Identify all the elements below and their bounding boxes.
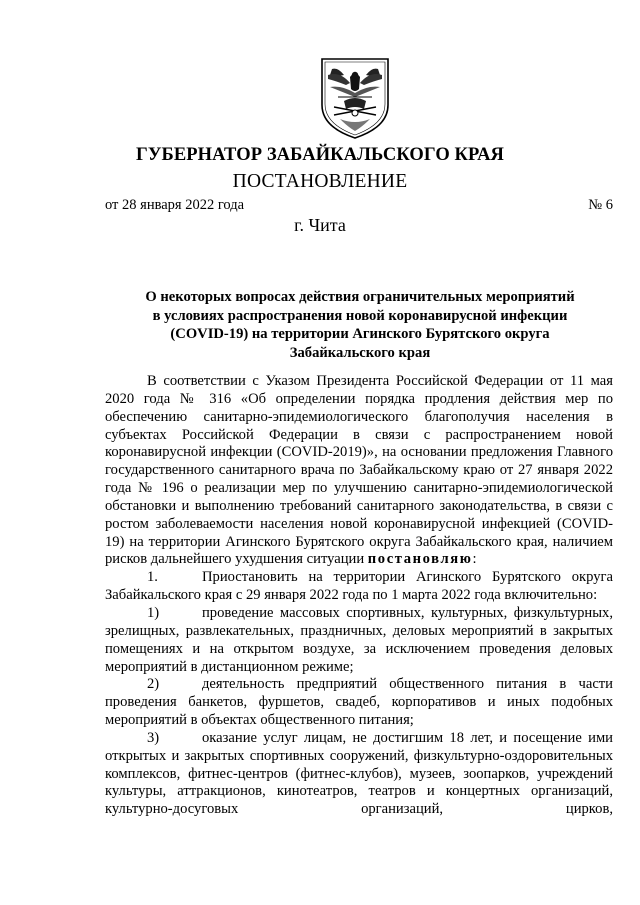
document-type: ПОСТАНОВЛЕНИЕ <box>232 171 408 192</box>
preamble-paragraph <box>105 373 613 569</box>
document-title <box>100 288 620 362</box>
title-line: О некоторых вопросах действия ограничительных мероприятий <box>145 289 575 305</box>
subitem-number: 3) <box>147 729 160 746</box>
city-name: г. Чита <box>294 215 346 235</box>
decree-word: постановляю <box>367 551 473 568</box>
subitem-paragraph <box>105 676 613 730</box>
item-number: 1. <box>147 569 158 586</box>
subitem-paragraph <box>105 605 613 676</box>
document-body <box>105 373 613 819</box>
decree-colon: : <box>472 551 477 568</box>
document-date: от 28 января 2022 года <box>105 197 245 213</box>
title-line: Забайкальского края <box>289 344 431 361</box>
document-number: № 6 <box>588 197 613 213</box>
date-line <box>105 197 613 214</box>
item-paragraph <box>105 569 613 605</box>
coat-of-arms-emblem <box>316 55 394 140</box>
governor-heading: ГУБЕРНАТОР ЗАБАЙКАЛЬСКОГО КРАЯ <box>135 145 505 165</box>
subitem-number: 1) <box>147 604 160 621</box>
item-text: Приостановить на территории Агинского Бурятского округа Забайкальского края с 29 января 2022 года по 1 марта 2022 года включительно: <box>105 569 613 604</box>
preamble-text: В соответствии с Указом Президента Российской Федерации от 11 мая 2020 года № 316 «Об определении порядка продления действия мер по обеспечению санитарно-эпидемиологического благополучия населения в субъектах Российской Федерации в связи с распространением новой коронавирусной инфекции (COVID-2019)», на основании предложения Главного государственного санитарного врача по Забайкальскому краю от 27 января 2022 года № 196 о реализации мер по улучшению санитарно-эпидемиологической обстановки и выполнению требований санитарного законодательства, в связи с ростом заболеваемости населения новой коронавирусной инфекцией (COVID-19) на территории Агинского Бурятского округа Забайкальского края, наличием рисков дальнейшего ухудшения ситуации <box>105 373 613 568</box>
title-line: в условиях распространения новой коронавирусной инфекции <box>152 307 568 324</box>
subitem-text: деятельность предприятий общественного питания в части проведения банкетов, фуршетов, свадеб, корпоративов и иных подобных мероприятий в объектах общественного питания; <box>105 676 613 729</box>
title-line: (COVID-19) на территории Агинского Бурятского округа <box>170 326 550 342</box>
subitem-paragraph <box>105 730 613 819</box>
subitem-text: проведение массовых спортивных, культурных, физкультурных, зрелищных, развлекательных, праздничных, деловых мероприятий в закрытых помещениях и на открытом воздухе, за исключением проведения деловых мероприятий в дистанционном режиме; <box>105 604 613 675</box>
subitem-number: 2) <box>147 676 160 693</box>
subitem-text: оказание услуг лицам, не достигшим 18 лет, и посещение ими открытых и закрытых спортивных сооружений, физкультурно-оздоровительных комплексов, фитнес-центров (фитнес-клубов), музеев, зоопарков, учреждений культуры, аттракционов, кинотеатров, театров и концертных организаций, культурно-досуговых организаций, цирков, <box>105 729 613 818</box>
